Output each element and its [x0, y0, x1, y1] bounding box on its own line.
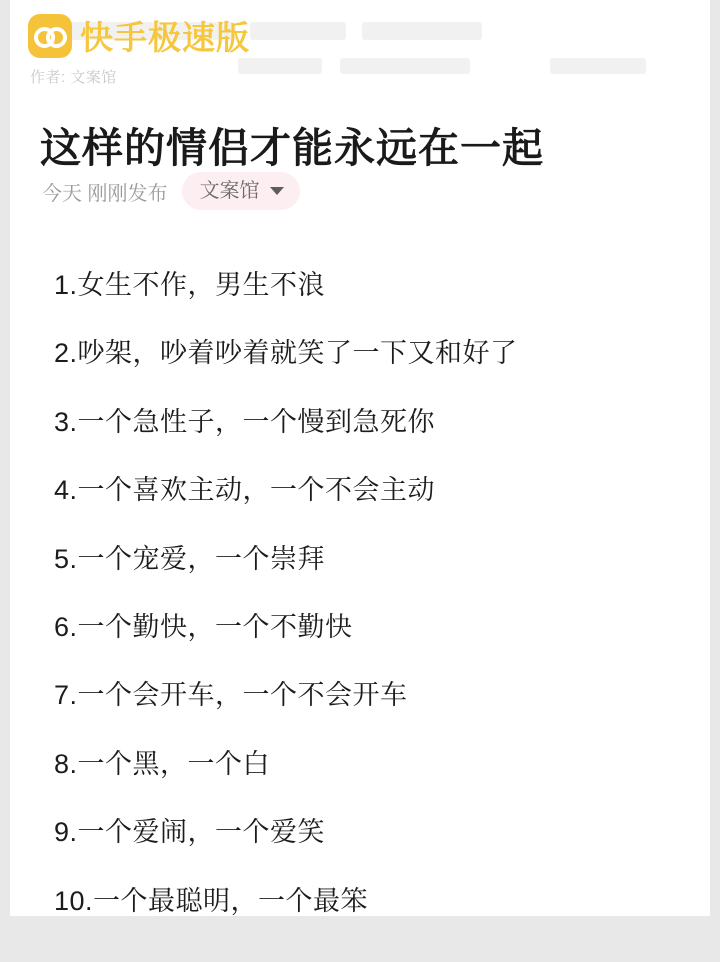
- chevron-down-icon: [270, 187, 284, 195]
- post-content: [10, 0, 710, 916]
- background-blur-block: [550, 58, 646, 74]
- tag-chip[interactable]: [182, 172, 300, 210]
- list-item: 5.一个宠爱，一个崇拜: [54, 543, 326, 574]
- list-item: 1.女生不作，男生不浪: [54, 270, 326, 300]
- bottom-edge-bar: [0, 916, 720, 962]
- background-blur-block: [362, 22, 482, 40]
- list-item: 8.一个黑，一个白: [54, 748, 271, 779]
- background-blur-block: [238, 58, 322, 74]
- list-item: 9.一个爱闹，一个爱笑: [54, 817, 326, 848]
- background-blur-block: [46, 22, 236, 40]
- left-edge-bar: [0, 0, 10, 962]
- list-item: 6.一个勤快，一个不勤快: [54, 611, 353, 642]
- list-item: 10.一个最聪明，一个最笨: [54, 885, 369, 916]
- post-meta: [42, 172, 300, 210]
- background-blur-block: [340, 58, 470, 74]
- watermark-author-label: 作者: 文案馆: [30, 69, 117, 86]
- watermark-brand-label: 快手极速版: [80, 19, 250, 56]
- background-blur-block: [250, 22, 346, 40]
- post-body-list: [54, 242, 686, 916]
- list-item: 7.一个会开车，一个不会开车: [54, 680, 408, 711]
- tag-chip-label: 文案馆: [199, 180, 260, 202]
- list-item: 4.一个喜欢主动，一个不会主动: [54, 475, 436, 506]
- list-item: 3.一个急性子，一个慢到急死你: [54, 406, 436, 437]
- right-edge-bar: [710, 0, 720, 962]
- publish-time-label: 今天 刚刚发布: [42, 182, 168, 205]
- page-title: 这样的情侣才能永远在一起: [40, 125, 544, 172]
- list-item: 2.吵架，吵着吵着就笑了一下又和好了: [54, 338, 518, 369]
